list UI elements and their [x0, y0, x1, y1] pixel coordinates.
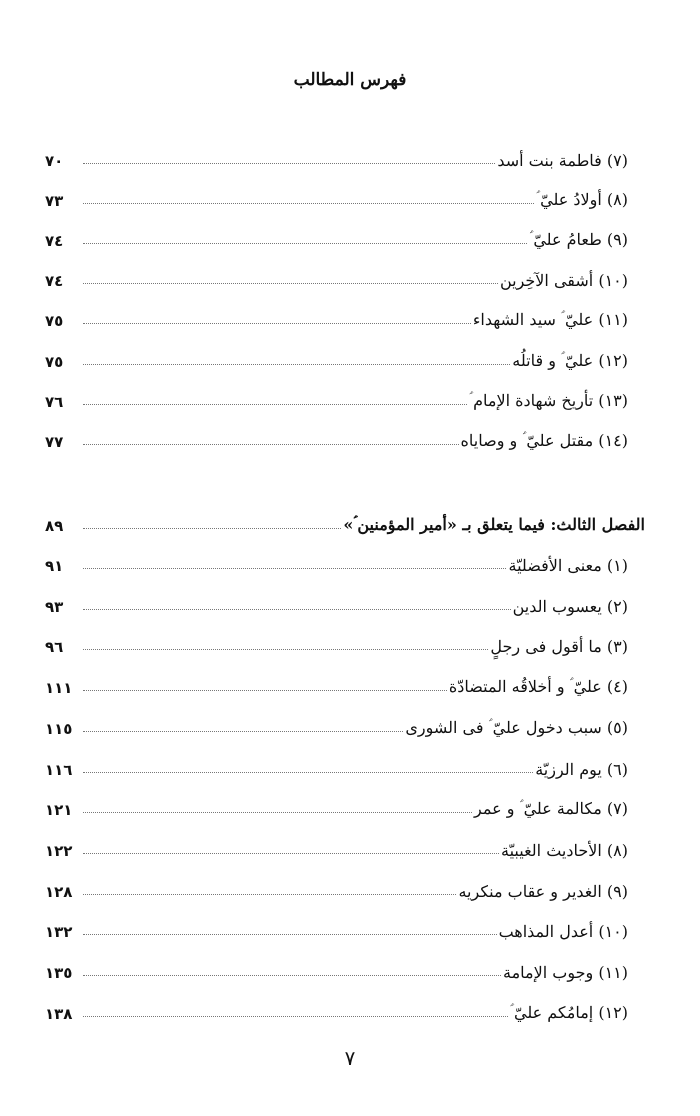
entry-title: (٥) سبب دخول عليّ ؑ فى الشورى — [405, 717, 628, 737]
entry-page: ١٢٢ — [45, 841, 73, 860]
toc-entry[interactable] — [45, 712, 628, 738]
entry-title: (٤) عليّ ؑ و أخلاقُه المتضادّة — [448, 677, 628, 697]
entry-page: ٧٥ — [45, 352, 64, 371]
entry-title: (١٠) أعدل المذاهب — [498, 922, 628, 942]
entry-title: (١١) وجوب الإمامة — [503, 963, 628, 982]
dot-leader — [83, 894, 456, 895]
chapter-heading[interactable] — [45, 509, 645, 535]
entry-page: ١٣٢ — [45, 923, 73, 942]
dot-leader — [83, 203, 534, 204]
entry-page: ٧٤ — [45, 232, 64, 251]
entry-page: ٧٥ — [45, 312, 64, 331]
entry-page: ١٣٨ — [45, 1004, 73, 1023]
entry-title: (٩) طعامُ عليّ ؑ — [529, 230, 628, 250]
entry-title: (١٤) مقتل عليّ ؑ و وصاياه — [460, 430, 628, 450]
entry-title: (٨) أولادُ عليّ ؑ — [536, 190, 628, 210]
entry-page: ١١١ — [45, 679, 73, 698]
entry-title: (٧) مكالمة عليّ ؑ و عمر — [474, 799, 628, 819]
toc-entry[interactable] — [45, 144, 628, 170]
dot-leader — [83, 731, 403, 732]
dot-leader — [83, 690, 447, 691]
toc-entry[interactable] — [45, 915, 628, 941]
toc-entry[interactable] — [45, 425, 628, 451]
entry-page: ٧٤ — [45, 272, 64, 291]
toc-entry[interactable] — [45, 224, 628, 250]
entry-title: (٣) ما أقول فى رجلٍ — [490, 637, 628, 657]
toc-entry[interactable] — [45, 385, 628, 411]
dot-leader — [83, 934, 497, 935]
dot-leader — [83, 444, 459, 445]
toc-entry[interactable] — [45, 304, 628, 330]
entry-page: ٧٠ — [45, 152, 64, 170]
entry-title: (١٢) عليّ ؑ و قاتلُه — [512, 350, 628, 370]
entry-page: ١٢١ — [45, 801, 73, 820]
toc-entry[interactable] — [45, 753, 628, 779]
dot-leader — [83, 364, 510, 365]
dot-leader — [83, 609, 511, 610]
entry-page: ١٢٨ — [45, 882, 73, 901]
entry-page: ٧٣ — [45, 192, 64, 211]
toc-entry[interactable] — [45, 184, 628, 210]
dot-leader — [83, 812, 472, 813]
page-number: ٧ — [344, 1046, 356, 1070]
dot-leader — [83, 1016, 508, 1017]
toc-entry[interactable] — [45, 956, 628, 982]
dot-leader — [83, 528, 341, 529]
toc-entry[interactable] — [45, 997, 628, 1023]
entry-page: ٧٧ — [45, 432, 64, 451]
entry-page: ٩٣ — [45, 597, 64, 616]
entry-page: ١١٥ — [45, 719, 73, 738]
toc-entry[interactable] — [45, 590, 628, 616]
dot-leader — [83, 853, 499, 854]
entry-page: ١١٦ — [45, 760, 73, 779]
toc-entry[interactable] — [45, 345, 628, 371]
entry-title: (٦) يوم الرزيّة — [535, 759, 628, 779]
entry-title: (١٣) تأريخ شهادة الإمام ؑ — [469, 390, 628, 410]
dot-leader — [83, 975, 501, 976]
entry-title: (٢) يعسوب الدين — [512, 596, 628, 616]
toc-entry[interactable] — [45, 834, 628, 860]
entry-title: (١٠) أشقى الآخِرين — [499, 271, 628, 291]
entry-title: (٧) فاطمة بنت أسد — [497, 151, 628, 170]
dot-leader — [83, 649, 488, 650]
entry-title: (١٢) إمامُكم عليّ ؑ — [510, 1002, 628, 1022]
entry-page: ٩٦ — [45, 638, 64, 657]
entry-title: (١) معنى الأفضليّة — [508, 556, 628, 575]
page-title: فهرس المطالب — [293, 70, 407, 90]
entry-title: (١١) عليّ ؑ سيد الشهداء — [472, 310, 628, 330]
dot-leader — [83, 163, 495, 164]
toc-entry[interactable] — [45, 793, 628, 819]
entry-page: ٩١ — [45, 557, 64, 575]
dot-leader — [83, 323, 471, 324]
toc-entry[interactable] — [45, 264, 628, 290]
entry-page: ٨٩ — [45, 517, 64, 535]
entry-title: (٩) الغدير و عقاب منكريه — [458, 881, 628, 901]
entry-title: (٨) الأحاديث الغيبيّة — [501, 840, 628, 860]
entry-page: ٧٦ — [45, 392, 64, 411]
dot-leader — [83, 404, 467, 405]
entry-title: الفصل الثالث: فيما يتعلق بـ «أمير المؤمنين ؑ» — [343, 515, 645, 534]
dot-leader — [83, 283, 498, 284]
toc-entry[interactable] — [45, 671, 628, 697]
toc-entry[interactable] — [45, 875, 628, 901]
toc-entry[interactable] — [45, 549, 628, 575]
dot-leader — [83, 568, 506, 569]
dot-leader — [83, 772, 533, 773]
entry-page: ١٣٥ — [45, 964, 73, 982]
toc-entry[interactable] — [45, 630, 628, 656]
dot-leader — [83, 243, 527, 244]
